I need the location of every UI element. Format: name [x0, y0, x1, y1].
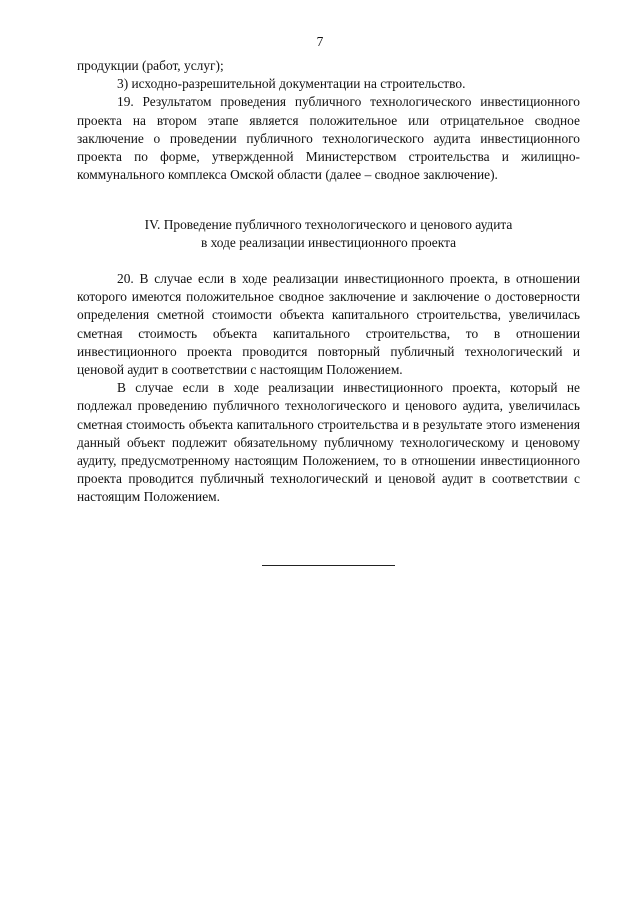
paragraph-19: 19. Результатом проведения публичного технологического инвестиционного проекта на втором этапе является положительное или отрицательное сводное заключение о проведении публичного технологического аудита инвестиционного проекта по форме, утвержденной Министерством строительства и жилищно-коммунального комплекса Омской области (далее – сводное заключение).	[77, 94, 580, 183]
page-number: 7	[316, 34, 324, 49]
closing-rule	[262, 565, 395, 566]
list-item-3: 3) исходно-разрешительной документации на строительство.	[117, 76, 466, 92]
section-heading	[77, 216, 580, 252]
section-heading-line-2: в ходе реализации инвестиционного проекта	[200, 235, 457, 251]
section-heading-line-1: IV. Проведение публичного технологического и ценового аудита	[144, 217, 513, 232]
list-continuation: продукции (работ, услуг);	[77, 58, 224, 73]
top-text-block	[77, 57, 580, 184]
paragraph-20: 20. В случае если в ходе реализации инвестиционного проекта, в отношении которого имеются положительное сводное заключение и заключение о достоверности определения сметной стоимости объекта капитального строительства, увеличилась сметная стоимость объекта капитального строительства, то в отношении инвестиционного проекта проводится повторный публичный технологический и ценовой аудит в соответствии с настоящим Положением.	[77, 271, 580, 378]
bottom-text-block	[77, 270, 580, 507]
paragraph-20-continuation: В случае если в ходе реализации инвестиционного проекта, который не подлежал проведению публичного технологического и ценового аудита, увеличилась сметная стоимость объекта капитального строительства и в результате этого изменения данный объект подлежит обязательному публичному технологическому и ценовому аудиту, предусмотренному настоящим Положением, то в отношении инвестиционного проекта проводится публичный технологический и ценовой аудит в соответствии с настоящим Положением.	[77, 380, 580, 505]
